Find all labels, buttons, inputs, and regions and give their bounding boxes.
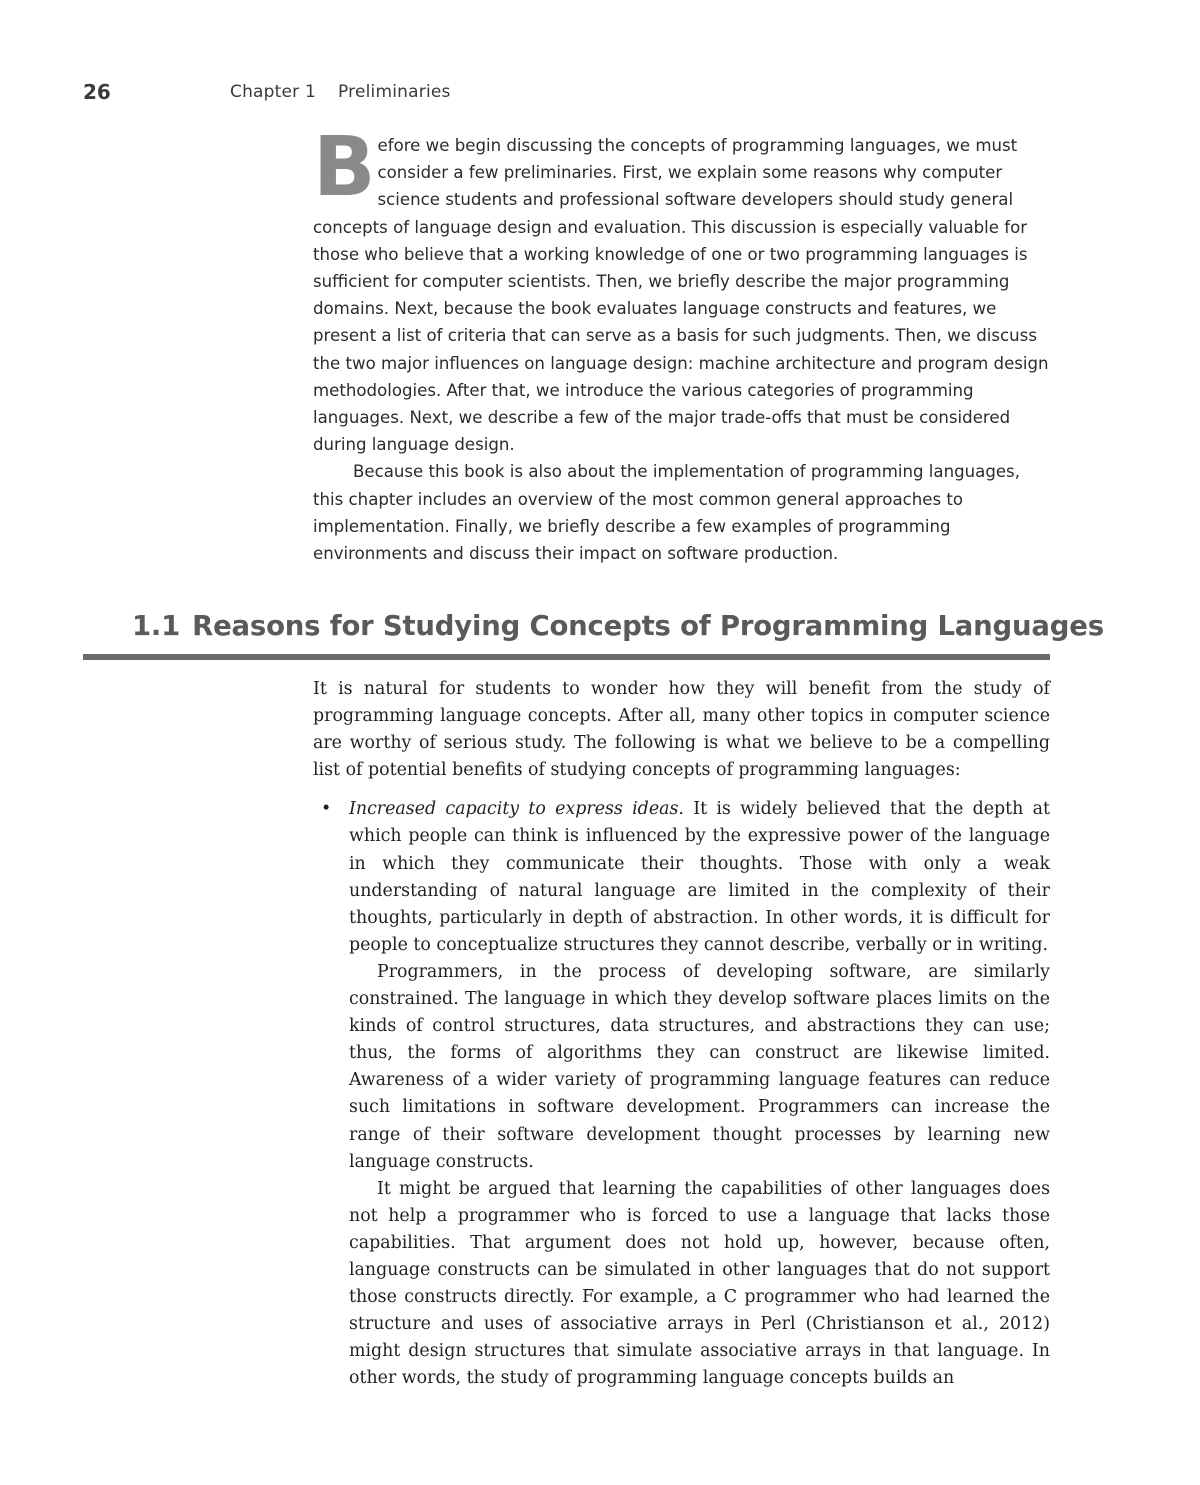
bullet-term: Increased capacity to express ideas. (349, 799, 684, 820)
bullet-marker: • (321, 799, 332, 820)
intro-paragraph-2: Because this book is also about the implementation of programming languages, this chapter includes an overview of the most common general approaches to implementation. Finally, we briefly describe a few examples of programming environments and discuss their impact on software production. (313, 462, 1020, 564)
bullet-paragraph-2: Programmers, in the process of developing software, are similarly constrained. The language in which they develop software places limits on the kinds of control structures, data structures, and abstractions they can use; thus, the forms of algorithms they can construct are likewise limited. Awareness of a wider variety of programming language features can reduce such limitations in software development. Programmers can increase the range of their software development thought processes by learning new language constructs. (349, 961, 1050, 1172)
section-title: Reasons for Studying Concepts of Programming Languages (192, 610, 1104, 642)
running-head (230, 82, 451, 102)
bullet-paragraph-1 (349, 796, 1050, 959)
page-number: 26 (83, 80, 111, 104)
intro-paragraph-1-text: efore we begin discussing the concepts of programming languages, we must consider a few preliminaries. First, we explain some reasons why computer science students and professional software developers should study general concepts of language design and evaluation. This discussion is especially valuable for those who believe that a working knowledge of one or two programming languages is sufficient for computer scientists. Then, we briefly describe the major programming domains. Next, because the book evaluates language constructs and features, we present a list of criteria that can serve as a basis for such judgments. Then, we discuss the two major influences on language design: machine architecture and program design methodologies. After that, we introduce the various categories of programming languages. Next, we describe a few of the major trade-offs that must be considered during language design. (313, 136, 1049, 455)
chapter-title: Preliminaries (338, 82, 451, 102)
section-number: 1.1 (132, 610, 181, 642)
section-heading (132, 610, 1104, 642)
intro-paragraph-1 (313, 120, 1050, 458)
section-body (313, 676, 1050, 1392)
chapter-label: Chapter 1 (230, 82, 316, 102)
bullet-paragraph-3: It might be argued that learning the capabilities of other languages does not help a programmer who is forced to use a language that lacks those capabilities. That argument does not hold up, however, because often, language constructs can be simulated in other languages that do not support those constructs directly. For example, a C programmer who had learned the structure and uses of associative arrays in Perl (Christianson et al., 2012) might design structures that simulate associative arrays in that language. In other words, the study of programming language concepts builds an (349, 1178, 1050, 1389)
bullet-list-item (313, 796, 1050, 1392)
chapter-intro (313, 120, 1050, 567)
section-rule (83, 654, 1050, 660)
drop-cap: B (313, 120, 376, 215)
lead-paragraph: It is natural for students to wonder how they will benefit from the study of programming language concepts. After all, many other topics in computer science are worthy of serious study. The following is what we believe to be a compelling list of potential benefits of studying concepts of programming languages: (313, 679, 1050, 781)
bullet-paragraph-1-text: It is widely believed that the depth at which people can think is influenced by the expressive power of the language in which they communicate their thoughts. Those with only a weak understanding of natural language are limited in the complexity of their thoughts, particularly in depth of abstraction. In other words, it is difficult for people to conceptualize structures they cannot describe, verbally or in writing. (349, 799, 1051, 955)
